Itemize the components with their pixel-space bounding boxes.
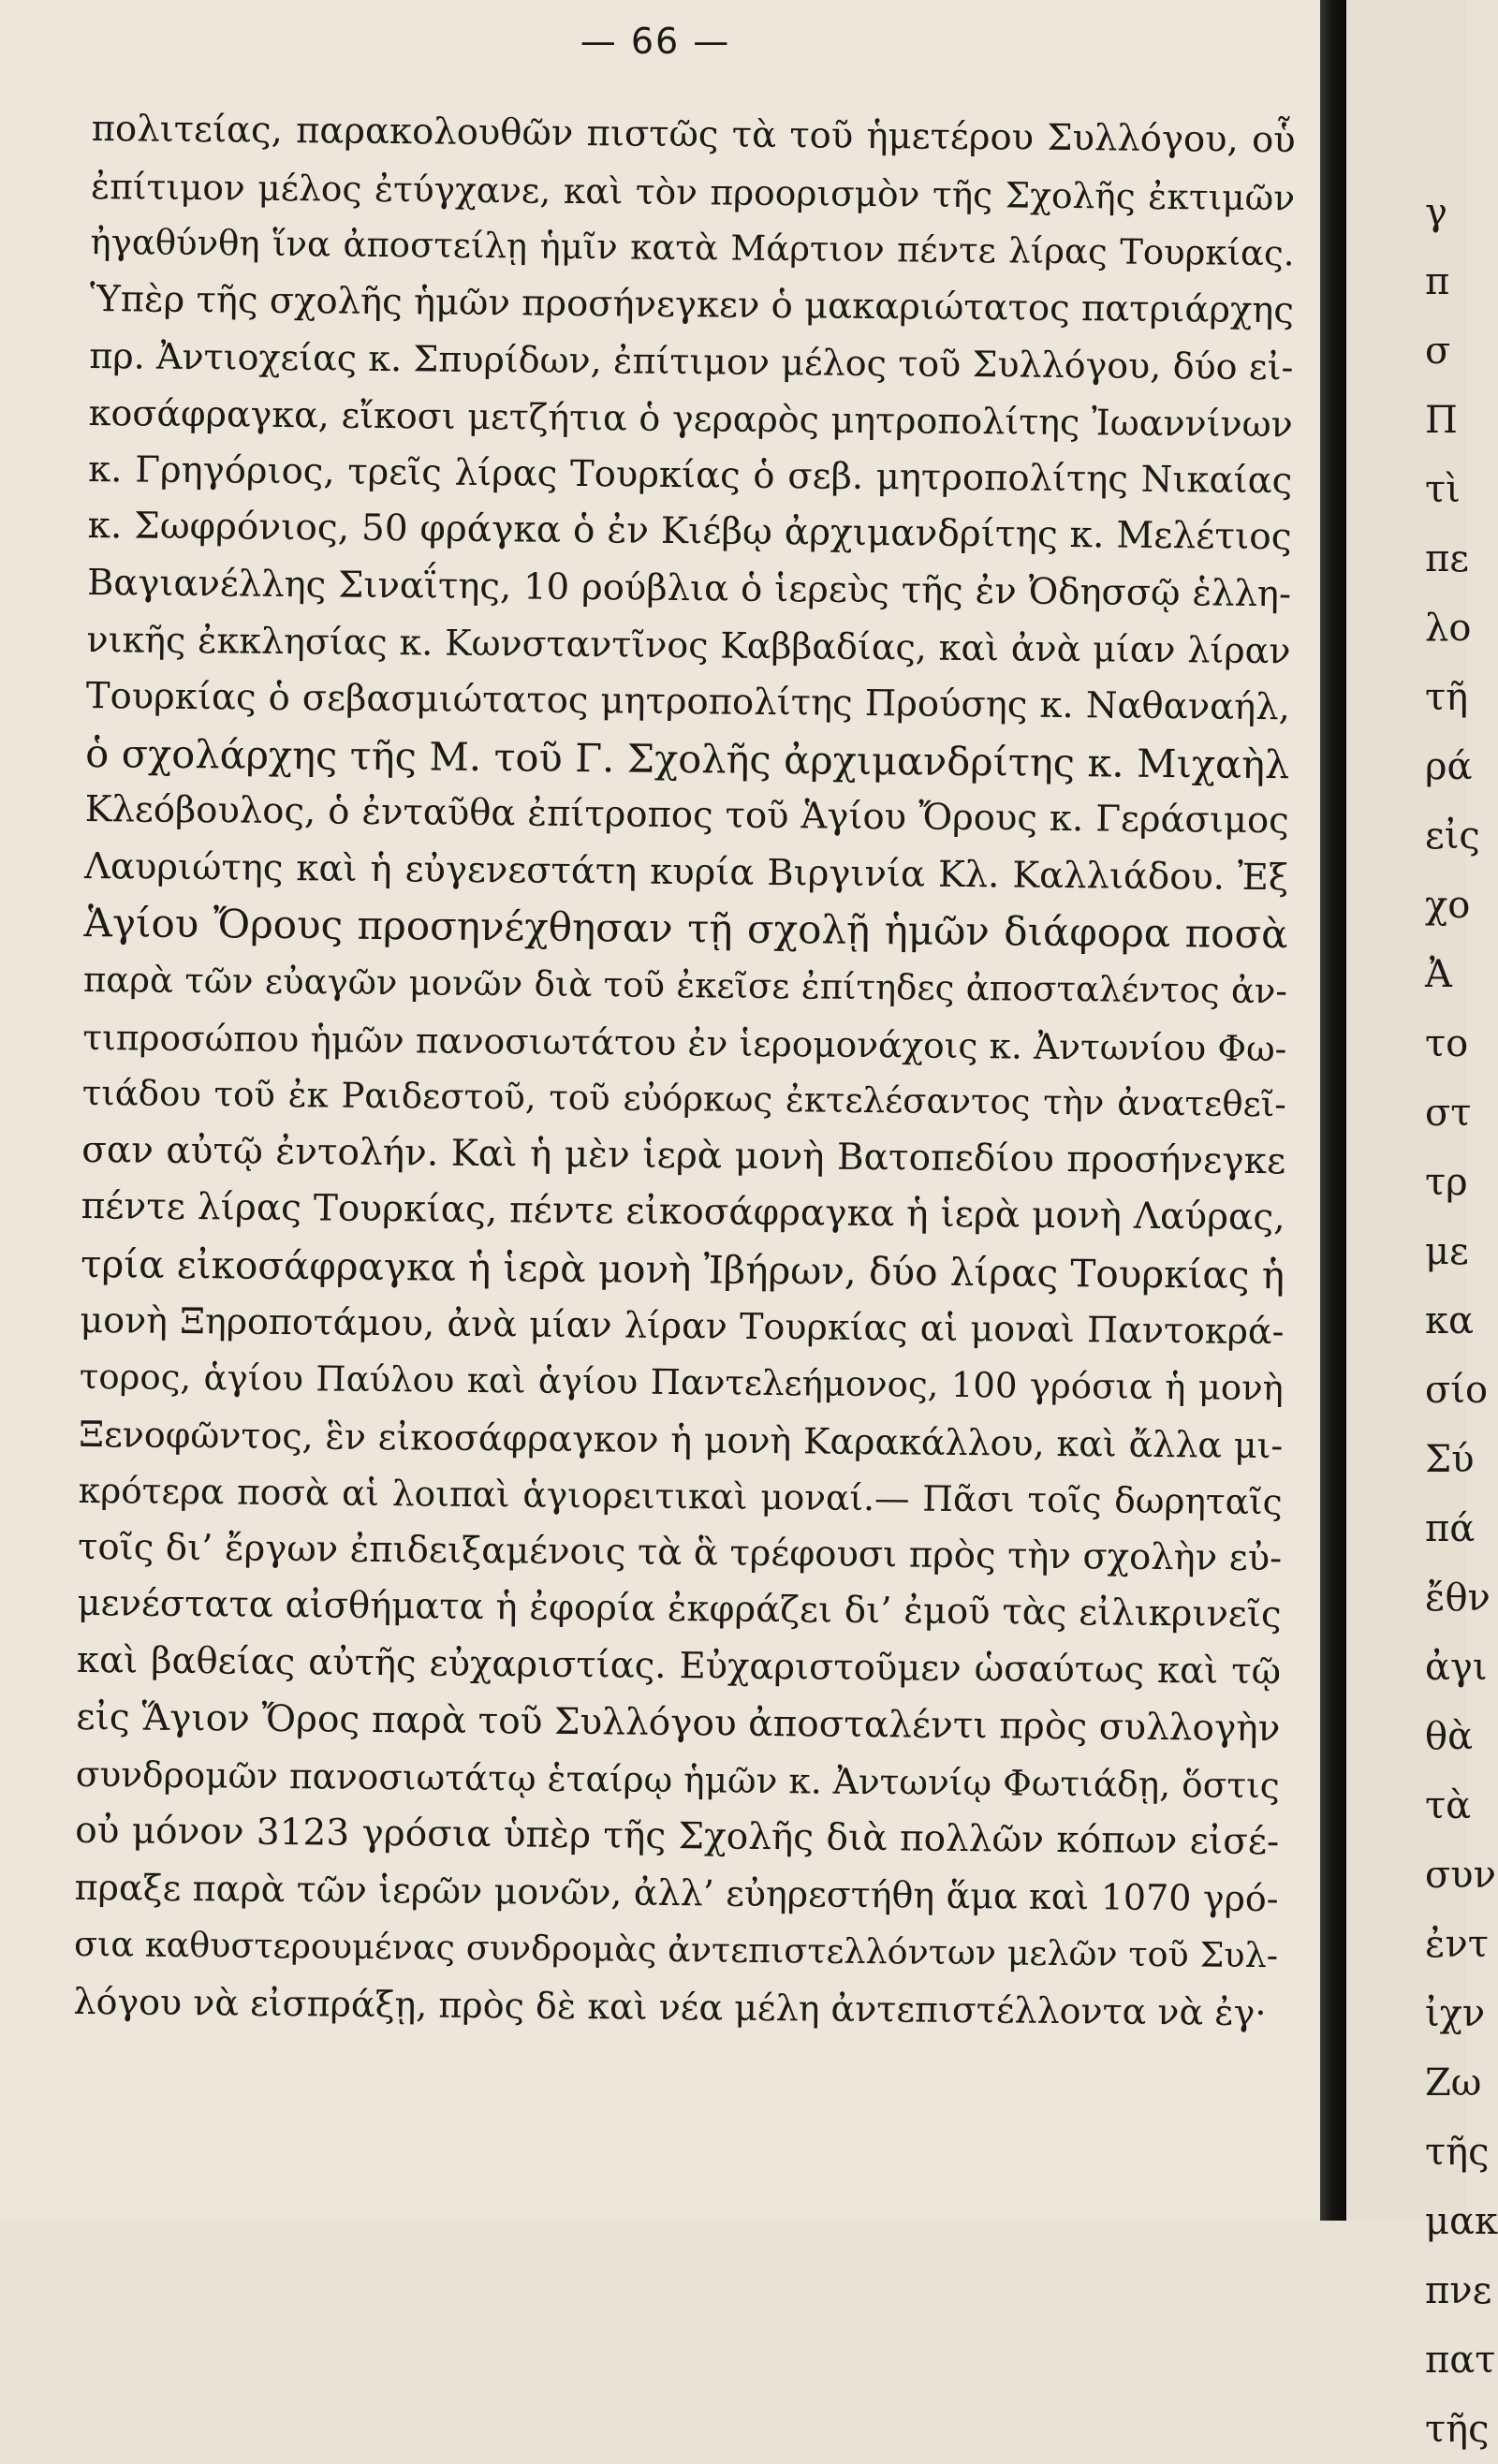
text-line: σια καθυστερουμένας συνδρομὰς ἀντεπιστελλόντων μελῶν τοῦ Συλ-: [73, 1923, 1279, 1976]
text-line: παρὰ τῶν εὐαγῶν μονῶν διὰ τοῦ ἐκεῖσε ἐπίτηδες ἀποσταλέντος ἀν-: [82, 959, 1288, 1012]
facing-page-fragment: τρ: [1425, 1161, 1468, 1204]
text-line: κ. Γρηγόριος, τρεῖς λίρας Τουρκίας ὁ σεβ. μητροπολίτης Νικαίας: [88, 447, 1293, 502]
facing-page-fragment: με: [1425, 1230, 1469, 1273]
text-line: λόγου νὰ εἰσπράξῃ, πρὸς δὲ καὶ νέα μέλη ἀντεπιστέλλοντα νὰ ἐγ·: [73, 1980, 1267, 2033]
body-text: [73, 101, 1296, 2041]
facing-page-fragment: πνε: [1425, 2269, 1492, 2312]
facing-page: [1346, 0, 1498, 2451]
facing-page-fragment: τὶ: [1425, 468, 1461, 511]
facing-page-fragment: Σύ: [1425, 1438, 1475, 1481]
text-line: πολιτείας, παρακολουθῶν πιστῶς τὰ τοῦ ἡμετέρου Συλλόγου, οὗ: [91, 107, 1296, 162]
text-line: πραξε παρὰ τῶν ἱερῶν μονῶν, ἀλλ’ εὐηρεστήθη ἅμα καὶ 1070 γρό-: [74, 1867, 1279, 1920]
facing-page-fragment: μακ: [1425, 2200, 1498, 2243]
text-line: τιπροσώπου ἡμῶν πανοσιωτάτου ἐν ἱερομονάχοις κ. Ἀντωνίου Φω-: [82, 1016, 1287, 1069]
facing-page-fragment: Ζω: [1425, 2061, 1482, 2105]
facing-page-fragment: θὰ: [1425, 1715, 1474, 1758]
facing-page-fragment: τῆς: [1425, 2408, 1490, 2451]
facing-page-fragment: εἰς: [1425, 814, 1480, 858]
facing-page-fragment: τῆς: [1425, 2131, 1490, 2174]
text-line: τορος, ἁγίου Παύλου καὶ ἁγίου Παντελεήμονος, 100 γρόσια ἡ μονὴ: [79, 1357, 1285, 1409]
text-line: πέντε λίρας Τουρκίας, πέντε εἰκοσάφραγκα ἡ ἱερὰ μονὴ Λαύρας,: [81, 1185, 1285, 1239]
text-line: Ἁγίου Ὄρους προσηνέχθησαν τῇ σχολῇ ἡμῶν διάφορα ποσὰ: [83, 900, 1288, 958]
text-line: κοσάφραγκα, εἴκοσι μετζήτια ὁ γεραρὸς μητροπολίτης Ἰωαννίνων: [88, 391, 1293, 446]
facing-page-fragment: π: [1425, 260, 1450, 303]
text-line: συνδρομῶν πανοσιωτάτῳ ἑταίρῳ ἡμῶν κ. Ἀντωνίῳ Φωτιάδῃ, ὅστις: [75, 1753, 1280, 1807]
text-line: κρότερα ποσὰ αἱ λοιπαὶ ἁγιορειτικαὶ μοναί.— Πᾶσι τοῖς δωρηταῖς: [78, 1470, 1283, 1523]
facing-page-fragment: στ: [1425, 1092, 1472, 1135]
text-line: μενέστατα αἰσθήματα ἡ ἐφορία ἐκφράζει δι’ ἐμοῦ τὰς εἰλικρινεῖς: [77, 1582, 1282, 1636]
facing-page-fragment: ρά: [1425, 745, 1473, 788]
facing-page-fragment: πά: [1425, 1507, 1476, 1550]
text-line: Ξενοφῶντος, ἓν εἰκοσάφραγκον ἡ μονὴ Καρακάλλου, καὶ ἄλλα μι-: [79, 1413, 1284, 1466]
facing-page-fragment: σ: [1425, 330, 1451, 373]
text-line: ἠγαθύνθη ἵνα ἀποστείλῃ ἡμῖν κατὰ Μάρτιον πέντε λίρας Τουρκίας.: [90, 222, 1295, 274]
facing-page-fragment: λο: [1425, 607, 1472, 650]
facing-page-fragment: κα: [1425, 1299, 1475, 1342]
facing-page-fragment: τῆ: [1425, 676, 1469, 719]
facing-page-fragment: τὰ: [1425, 1784, 1472, 1827]
facing-page-fragment: πε: [1425, 537, 1470, 580]
text-line: πρ. Ἀντιοχείας κ. Σπυρίδων, ἐπίτιμον μέλος τοῦ Συλλόγου, δύο εἰ-: [89, 335, 1294, 389]
text-line: τοῖς δι’ ἔργων ἐπιδειξαμένοις τὰ ἃ τρέφουσι πρὸς τὴν σχολὴν εὐ-: [77, 1525, 1283, 1580]
facing-page-fragment: χο: [1425, 884, 1471, 927]
text-line: σαν αὐτῷ ἐντολήν. Καὶ ἡ μὲν ἱερὰ μονὴ Βατοπεδίου προσήνεγκε: [81, 1128, 1286, 1182]
book-gutter: [1320, 0, 1346, 2221]
facing-page-fragment: γ: [1425, 191, 1447, 234]
text-line: Κλεόβουλος, ὁ ἐνταῦθα ἐπίτροπος τοῦ Ἁγίου Ὄρους κ. Γεράσιμος: [84, 788, 1289, 843]
text-line: τιάδου τοῦ ἐκ Ραιδεστοῦ, τοῦ εὐόρκως ἐκτελέσαντος τὴν ἀνατεθεῖ-: [81, 1073, 1286, 1125]
text-line: νικῆς ἐκκλησίας κ. Κωνσταντῖνος Καββαδίας, καὶ ἀνὰ μίαν λίραν: [86, 619, 1291, 672]
facing-page-fragment: Π: [1425, 399, 1458, 442]
text-line: καὶ βαθείας αὐτῆς εὐχαριστίας. Εὐχαριστοῦμεν ὡσαύτως καὶ τῷ: [76, 1638, 1282, 1694]
facing-page-fragments: [1425, 178, 1498, 2464]
facing-page-fragment: ἀγι: [1425, 1646, 1488, 1689]
text-line: ἐπίτιμον μέλος ἐτύγχανε, καὶ τὸν προορισμὸν τῆς Σχολῆς ἐκτιμῶν: [90, 165, 1296, 218]
facing-page-fragment: ἔθν: [1425, 1577, 1491, 1620]
text-line: εἰς Ἅγιον Ὄρος παρὰ τοῦ Συλλόγου ἀποσταλέντι πρὸς συλλογὴν: [76, 1695, 1281, 1750]
facing-page-fragment: ἰχν: [1425, 1992, 1486, 2035]
page-number: — 66 —: [580, 21, 731, 62]
text-line: τρία εἰκοσάφραγκα ἡ ἱερὰ μονὴ Ἰβήρων, δύο λίρας Τουρκίας ἡ: [80, 1240, 1285, 1298]
facing-page-fragment: πατ: [1425, 2339, 1496, 2382]
text-line: μονὴ Ξηροποτάμου, ἀνὰ μίαν λίραν Τουρκίας αἱ μοναὶ Παντοκρά-: [80, 1299, 1285, 1353]
facing-page-fragment: Ἀ: [1425, 953, 1452, 996]
text-line: οὐ μόνον 3123 γρόσια ὑπὲρ τῆς Σχολῆς διὰ πολλῶν κόπων εἰσέ-: [75, 1809, 1280, 1864]
text-line: κ. Σωφρόνιος, 50 φράγκα ὁ ἐν Κιέβῳ ἀρχιμανδρίτης κ. Μελέτιος: [87, 505, 1292, 559]
text-line: Λαυριώτης καὶ ἡ εὐγενεστάτη κυρία Βιργινία Κλ. Καλλιάδου. Ἐξ: [83, 844, 1289, 900]
facing-page-fragment: το: [1425, 1022, 1469, 1065]
text-line: Βαγιανέλλης Σιναΐτης, 10 ρούβλια ὁ ἱερεὺς τῆς ἐν Ὀδησσῷ ἑλλη-: [86, 561, 1292, 616]
facing-page-fragment: ἐντ: [1425, 1923, 1489, 1966]
facing-page-fragment: συν: [1425, 1854, 1496, 1897]
text-line: Τουρκίας ὁ σεβασμιώτατος μητροπολίτης Προύσης κ. Ναθαναήλ,: [85, 674, 1291, 729]
text-line: ὁ σχολάρχης τῆς Μ. τοῦ Γ. Σχολῆς ἀρχιμανδρίτης κ. Μιχαὴλ: [85, 729, 1290, 787]
facing-page-fragment: σίο: [1425, 1369, 1489, 1412]
text-line: Ὑπὲρ τῆς σχολῆς ἡμῶν προσήνεγκεν ὁ μακαριώτατος πατριάρχης: [89, 277, 1295, 332]
